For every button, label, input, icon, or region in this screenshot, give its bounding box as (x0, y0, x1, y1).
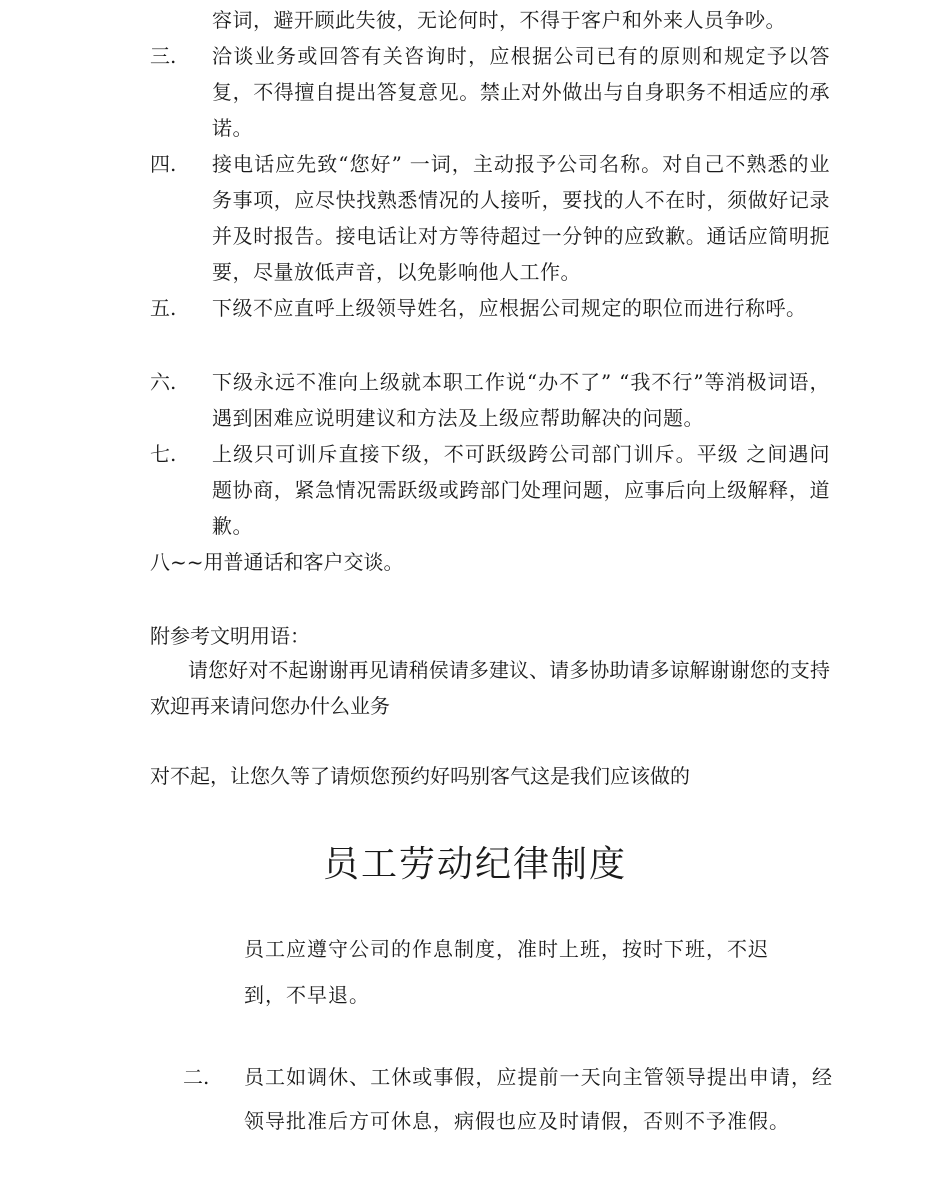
polite-phrases-line: 对不起，让您久等了请烦您预约好吗别客气这是我们应该做的 (150, 764, 690, 788)
rule-item-7 (150, 436, 830, 544)
rule-item-5 (150, 290, 830, 326)
rule-text: 下级永远不准向上级就本职工作说“办不了” “我不行”等消极词语，遇到困难应说明建议和方法及上级应帮助解决的问题。 (212, 370, 830, 430)
rule-continuation: 容词，避开顾此失彼，无论何时，不得于客户和外来人员争吵。 (212, 8, 786, 32)
rule-number: 三. (150, 44, 177, 68)
rule-number: 五. (150, 296, 177, 320)
rule-number: 七. (150, 442, 177, 466)
polite-phrases-heading: 附参考文明用语： (150, 624, 310, 648)
rule-text: 接电话应先致“您好” 一词，主动报予公司名称。对自己不熟悉的业务事项，应尽快找熟悉情况的人接听，要找的人不在时，须做好记录并及时报告。接电话让对方等待超过一分钟的应致歉。通话应简明扼要，尽量放低声音，以免影响他人工作。 (212, 152, 830, 284)
polite-phrases-paragraph: 请您好对不起谢谢再见请稍侯请多建议、请多协助请多谅解谢谢您的支持欢迎再来请问您办什么业务 (150, 658, 830, 718)
discipline-number: 二. (183, 1065, 210, 1089)
rule-number: 四. (150, 152, 177, 176)
rule-item-6 (150, 364, 830, 436)
section-title: 员工劳动纪律制度 (322, 844, 627, 885)
discipline-item-1: 员工应遵守公司的作息制度，准时上班，按时下班，不迟到，不早退。 (244, 937, 769, 1007)
discipline-text: 员工如调休、工休或事假，应提前一天向主管领导提出申请，经领导批准后方可休息，病假也应及时请假，否则不予准假。 (244, 1065, 833, 1133)
rule-text: 上级只可训斥直接下级，不可跃级跨公司部门训斥。平级 之间遇问题协商，紧急情况需跃级或跨部门处理问题，应事后向上级解释，道歉。 (212, 442, 830, 538)
rule-text: 下级不应直呼上级领导姓名，应根据公司规定的职位而进行称呼。 (212, 296, 807, 320)
rule-item-4 (150, 146, 830, 290)
rule-item-3 (150, 38, 830, 146)
discipline-item-2 (183, 1055, 833, 1143)
rule-number: 六. (150, 370, 177, 394)
rule-text: 洽谈业务或回答有关咨询时，应根据公司已有的原则和规定予以答复，不得擅自提出答复意见。禁止对外做出与自身职务不相适应的承诺。 (212, 44, 830, 140)
rule-item-8: 八~~用普通话和客户交谈。 (150, 550, 404, 574)
